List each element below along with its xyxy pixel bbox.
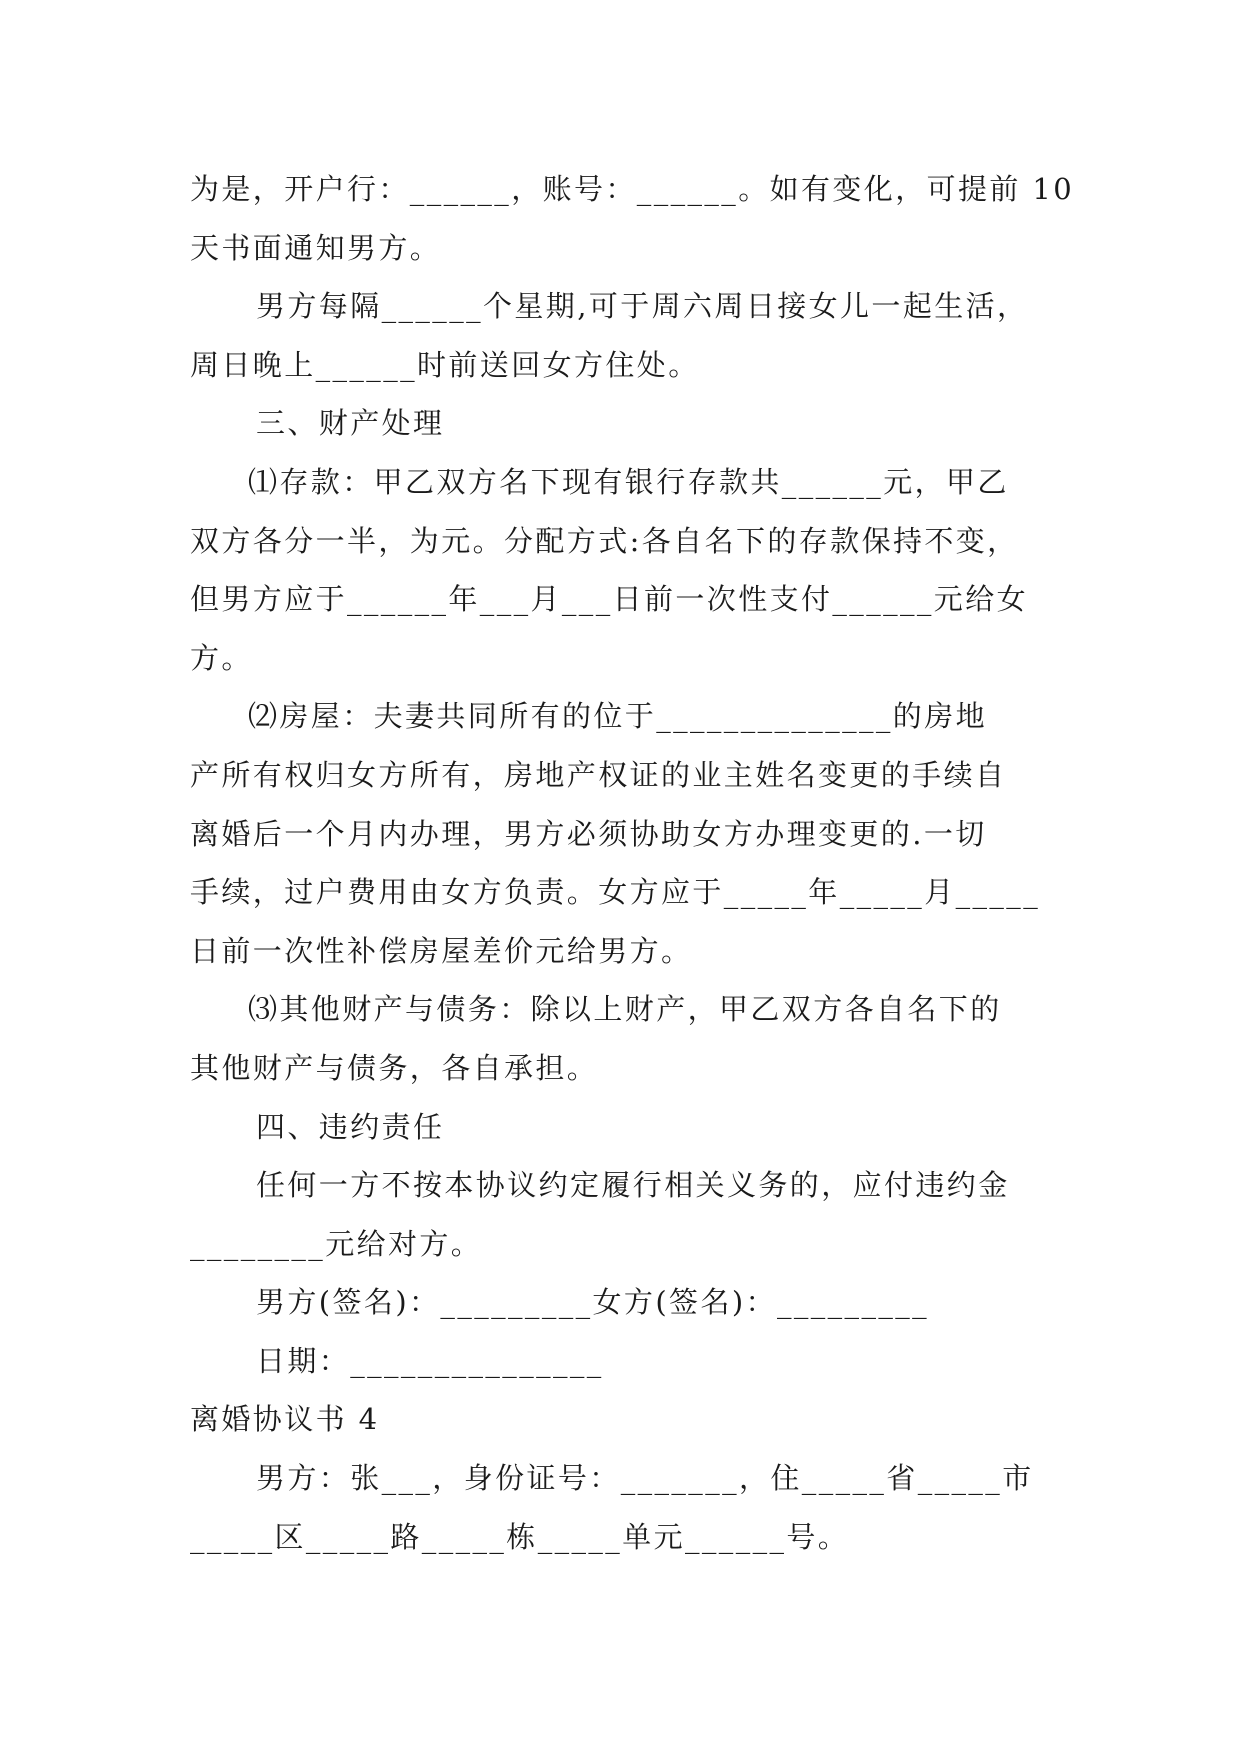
document-title: 离婚协议书 4 <box>190 1402 380 1437</box>
text-line: 但男方应于______年___月___日前一次性支付______元给女 <box>190 582 1029 617</box>
text-line: 任何一方不按本协议约定履行相关义务的，应付违约金 <box>256 1168 1010 1203</box>
text-line: 男方：张___，身份证号：_______，住_____省_____市 <box>256 1461 1034 1496</box>
date-line: 日期：_______________ <box>256 1343 604 1378</box>
text-line: 双方各分一半，为元。分配方式:各自名下的存款保持不变， <box>190 523 1019 558</box>
text-line: 其他财产与债务，各自承担。 <box>190 1050 599 1085</box>
document-page <box>190 160 1075 1566</box>
text-line: 天书面通知男方。 <box>190 230 442 265</box>
text-line: 男方每隔______个星期,可于周六周日接女儿一起生活， <box>256 289 1029 324</box>
signature-line: 男方(签名)：_________女方(签名)：_________ <box>256 1285 930 1320</box>
text-line: 周日晚上______时前送回女方住处。 <box>190 347 700 382</box>
section-heading: 三、财产处理 <box>256 406 445 441</box>
text-line: 方。 <box>190 640 253 675</box>
text-line: ⑴存款：甲乙双方名下现有银行存款共______元，甲乙 <box>248 464 1009 499</box>
text-line: 手续，过户费用由女方负责。女方应于_____年_____月_____ <box>190 875 1041 910</box>
text-line: _____区_____路_____栋_____单元______号。 <box>190 1519 850 1554</box>
text-line: 日前一次性补偿房屋差价元给男方。 <box>190 933 693 968</box>
text-line: 产所有权归女方所有，房地产权证的业主姓名变更的手续自 <box>190 757 1007 792</box>
text-line: ⑶其他财产与债务：除以上财产，甲乙双方各自名下的 <box>248 992 1002 1027</box>
text-line: ⑵房屋：夫妻共同所有的位于______________的房地 <box>248 699 988 734</box>
text-line: 离婚后一个月内办理，男方必须协助女方办理变更的.一切 <box>190 816 987 851</box>
text-line: ________元给对方。 <box>190 1226 483 1261</box>
text-line: 为是，开户行：______，账号：______。如有变化，可提前 10 <box>190 172 1075 206</box>
section-heading: 四、违约责任 <box>256 1109 445 1144</box>
